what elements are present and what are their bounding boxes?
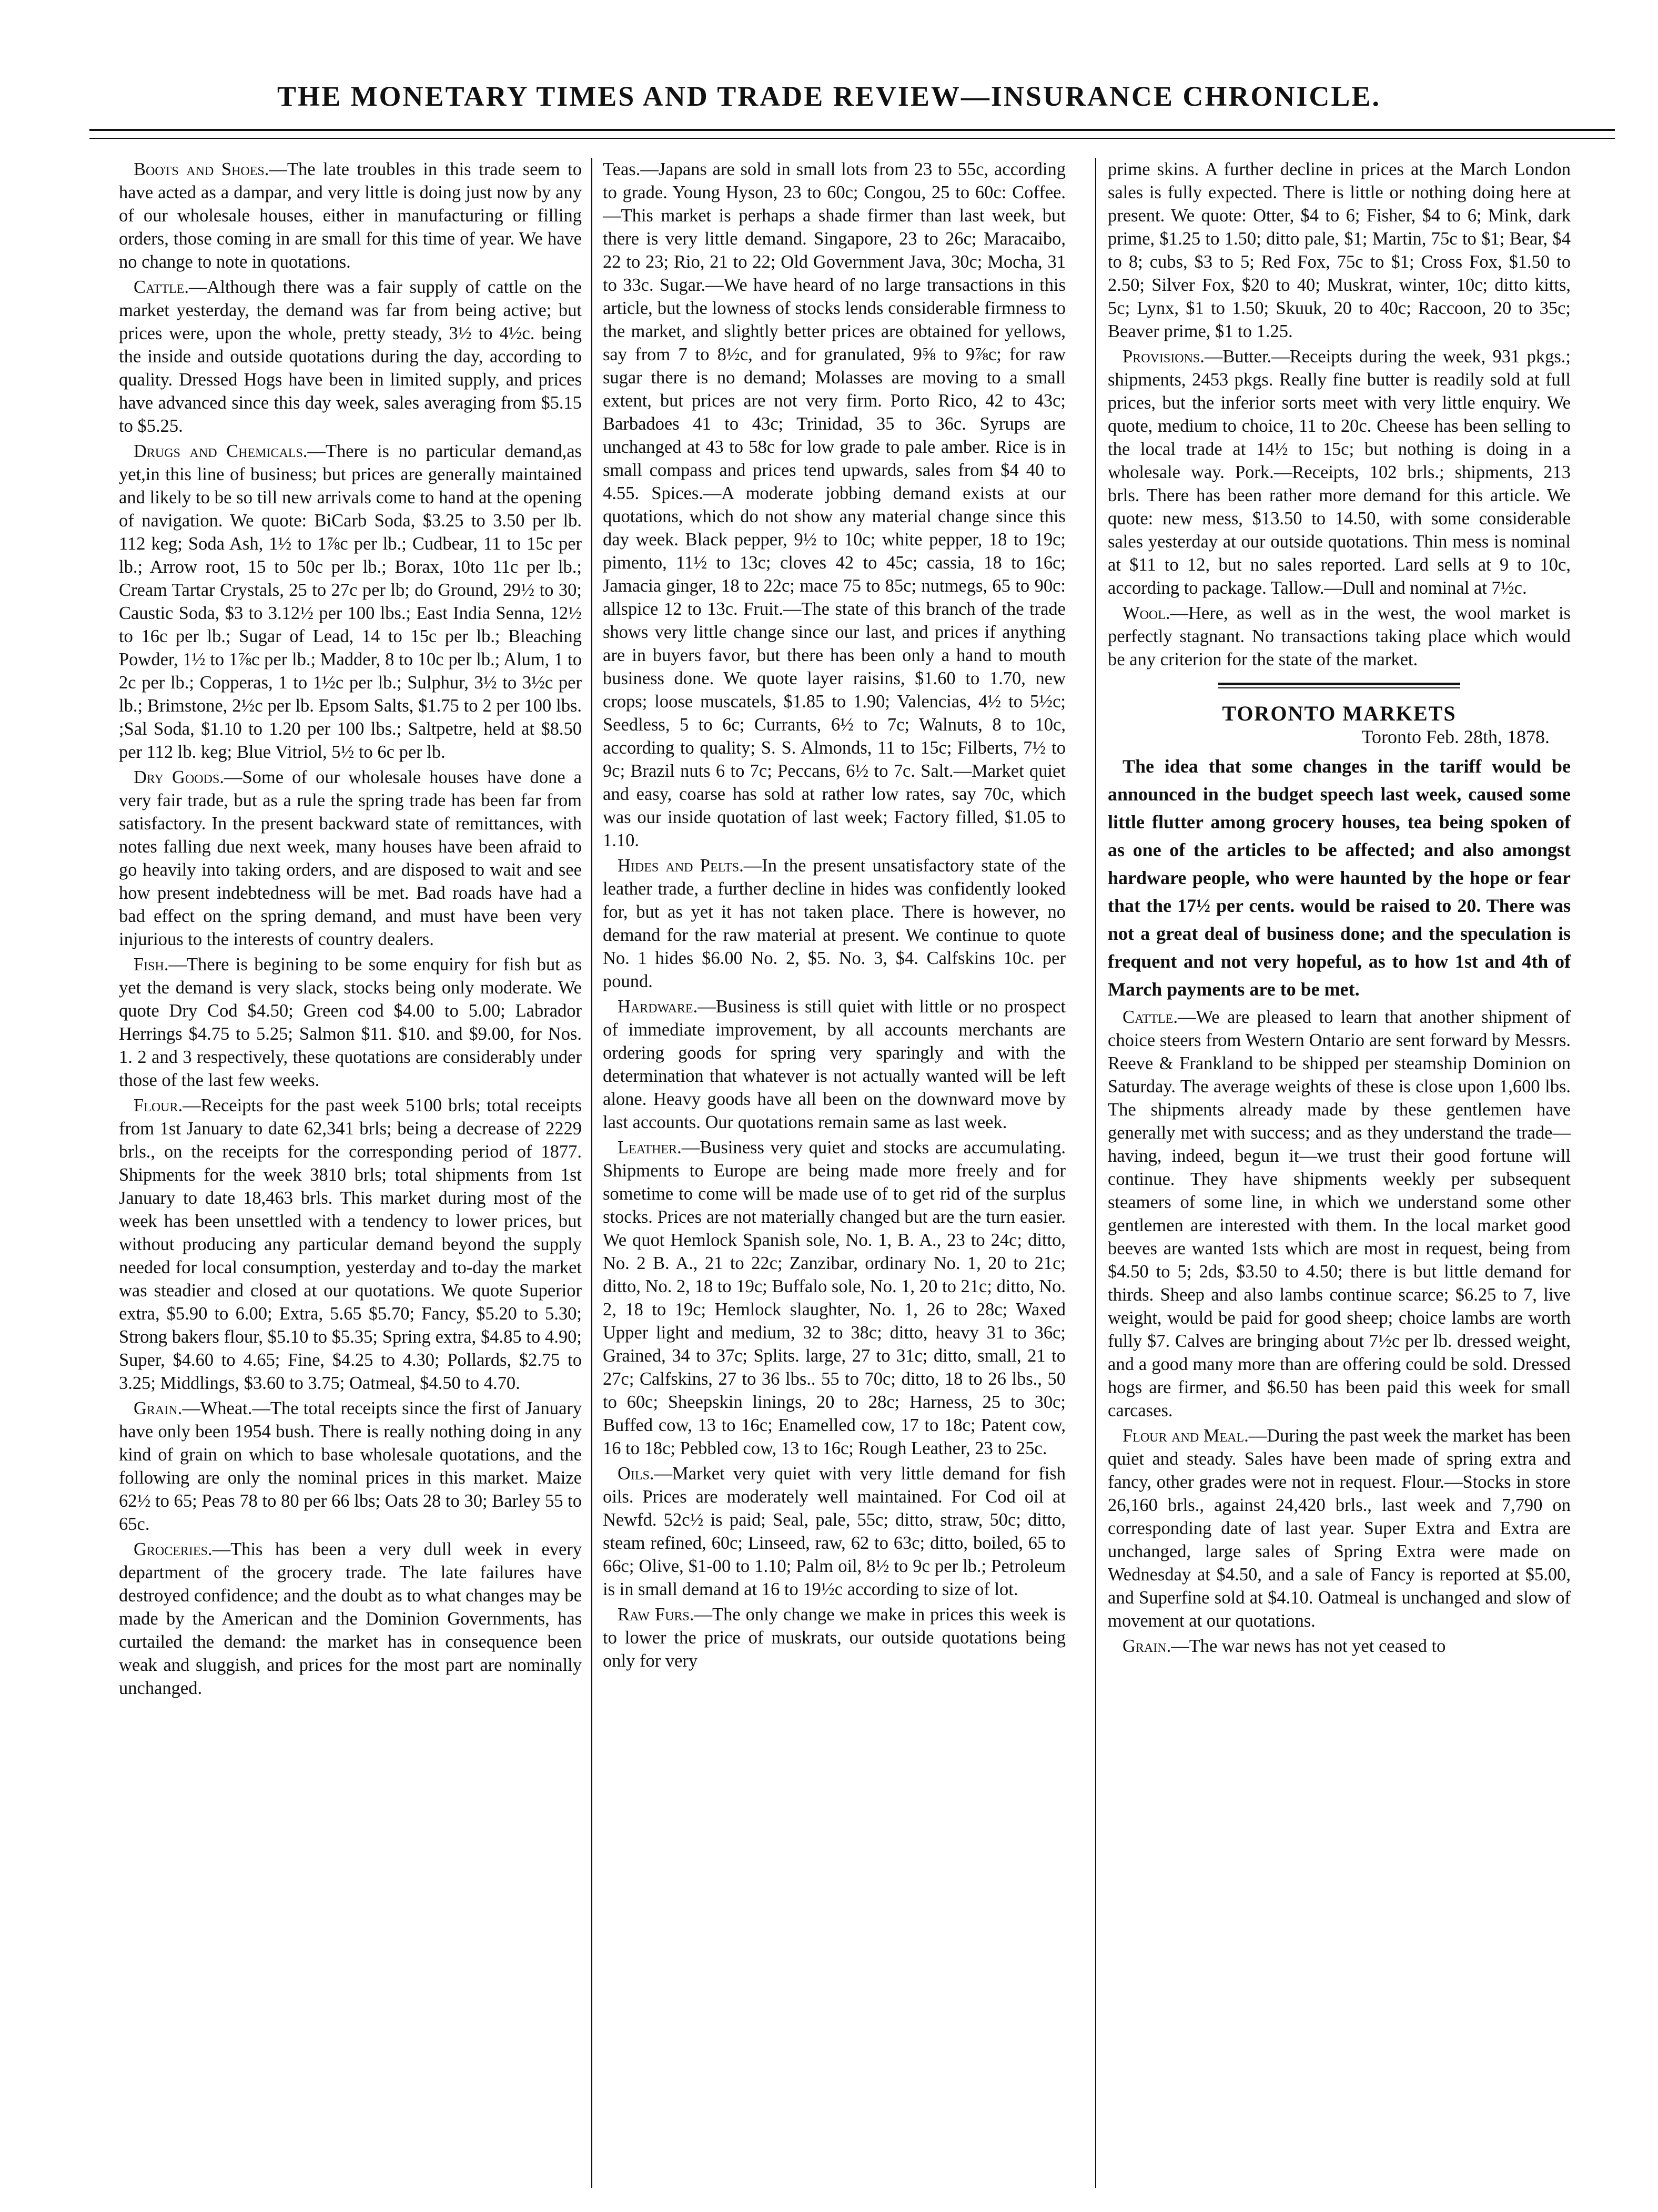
article-drugs-and-chemicals [119,440,582,764]
section-head: Cattle. [134,277,189,297]
article-text: Teas.—Japans are sold in small lots from 23 to 55c, according to grade. Young Hyson, 23 to 60c; Congou, 25 to 60c: Coffee.—This market is perhaps a shade firmer than last week, but there is very little demand. Singapore, 23 to 26c; Maracaibo, 22 to 23; Rio, 21 to 22; Old Government Java, 30c; Mocha, 31 to 33c. Sugar.—We have heard of no large transactions in this article, but the lowness of stocks lends considerable firmness to the market, and slightly better prices are obtained for yellows, say from 7 to 8½c, and for granulated, 9⅝ to 9⅞c; for raw sugar there is no demand; Molasses are moving to a small extent, but prices are not very firm. Porto Rico, 42 to 43c; Barbadoes 41 to 43c; Trinidad, 35 to 36c. Syrups are unchanged at 43 to 58c for low grade to pale amber. Rice is in small compass and prices tend upwards, sales from $4 40 to 4.55. Spices.—A moderate jobbing demand exists at our quotations, which do not show any material change since this day week. Black pepper, 9½ to 10c; white pepper, 18 to 19c; pimento, 11½ to 13c; cloves 42 to 45c; cassia, 18 to 16c; Jamacia ginger, 18 to 22c; mace 75 to 85c; nutmegs, 65 to 90c: allspice 12 to 13c. Fruit.—The state of this branch of the trade shows very little change since our last, and prices if anything are in buyers favor, but there has been only a hand to mouth business done. We quote layer raisins, $1.60 to 1.70, new crops; loose muscatels, $1.85 to 1.90; Valencias, 4½ to 5½c; Seedless, 5 to 6c; Currants, 6½ to 7c; Walnuts, 8 to 10c, according to quality; S. S. Almonds, 11 to 15c; Filberts, 7½ to 9c; Brazil nuts 6 to 7c; Peccans, 6½ to 7c. Salt.—Market quiet and easy, coarse has sold at rather low rates, say 70c, which was our inside quotation of last week; Factory filled, $1.05 to 1.10. [603,159,1066,850]
section-head: Flour. [134,1095,183,1115]
article-wool [1108,602,1571,671]
section-head: Grain. [134,1398,183,1418]
column-1 [119,158,582,2188]
section-head: Oils. [618,1464,654,1484]
article-text: —We are pleased to learn that another shipment of choice steers from Western Ontario are sent forward by Messrs. Reeve & Frankland to be shipped per steamship Dominion on Saturday. The average weights of these is close upon 1,600 lbs. The shipments already made by these gentlemen have generally met with success; and as they understand the trade—having, indeed, begun it—we trust their good fortune will continue. They have shipments weekly per subsequent steamers of some line, in which we understand some other gentlemen are interested with them. In the local market good beeves are wanted 1sts which are most in request, being from $4.50 to 5; 2ds, $3.50 to 4.50; there is but little demand for thirds. Sheep and also lambs continue scarce; $6.25 to 7, live weight, would be paid for good sheep; choice lambs are worth fully $7. Calves are bringing about 7½c per lb. dressed weight, and a good many more than are offering could be sold. Dressed hogs are firmer, and $6.50 has been paid this week for small carcases. [1108,1007,1571,1420]
column-3 [1108,158,1571,2188]
article-text: —Some of our wholesale houses have done a very fair trade, but as a rule the spring trade has been far from satisfactory. In the present backward state of remittances, with notes falling due next week, many houses have been afraid to go heavily into taking orders, and are disposed to wait and see how present indebtedness will be met. Bad roads have had a bad effect on the spring demand, and must have been very injurious to the interests of country dealers. [119,767,582,949]
dateline: Toronto Feb. 28th, 1878. [1361,726,1550,747]
article-flour-and-meal [1108,1424,1571,1632]
article-raw-furs [603,1603,1066,1672]
article-text: The idea that some changes in the tariff would be announced in the budget speech last week, caused some little flutter among grocery houses, tea being spoken of as one of the articles to be affected; and also amongst hardware people, who were haunted by the hope or fear that the 17½ per cents. would be raised to 20. There was not a great deal of business done; and the speculation is frequent and not very hopeful, as to how 1st and 4th of March payments are to be met. [1108,756,1571,1000]
article-text: —Receipts for the past week 5100 brls; total receipts from 1st January to date 62,341 brls; being a decrease of 2229 brls., on the receipts for the corresponding period of 1877. Shipments for the week 3810 brls; total shipments from 1st January to date 18,463 brls. This market during most of the week has been unsettled with a tendency to lower prices, but without producing any particular demand beyond the supply needed for local consumption, yesterday and to-day the market was steadier and closed at our quotations. We quote Superior extra, $5.90 to 6.00; Extra, 5.65 $5.70; Fancy, $5.20 to 5.30; Strong bakers flour, $5.10 to $5.35; Spring extra, $4.85 to 4.90; Super, $4.60 to 4.65; Fine, $4.25 to 4.30; Pollards, $2.75 to 3.25; Middlings, $3.60 to 3.75; Oatmeal, $4.50 to 4.70. [119,1095,582,1393]
column-divider [1095,158,1096,2188]
article-hardware [603,995,1066,1134]
section-head: Fish. [134,955,169,975]
masthead: THE MONETARY TIMES AND TRADE REVIEW—INSURANCE CHRONICLE. [277,80,1381,112]
article-cattle [119,276,582,438]
article-grain [119,1397,582,1536]
article-text: —Although there was a fair supply of cattle on the market yesterday, the demand was far from being active; but prices were, upon the whole, pretty steady, 3½ to 4½c. being the inside and outside quotations during the day, according to quality. Dressed Hogs have been in limited supply, and prices have advanced since this day week, sales averaging from $5.15 to $5.25. [119,277,582,436]
article-flour [119,1094,582,1395]
article-groceries-continued [603,158,1066,852]
article-text: —Butter.—Receipts during the week, 931 pkgs.; shipments, 2453 pkgs. Really fine butter is readily sold at full prices, but the inferior sorts meet with very little enquiry. We quote, medium to choice, 11 to 20c. Cheese has been selling to the local trade at 14½ to 15c; but nothing is doing in a wholesale way. Pork.—Receipts, 102 brls.; shipments, 213 brls. There has been rather more demand for this article. We quote: new mess, $13.50 to 14.50, with some considerable sales yesterday at our outside quotations. Thin mess is nominal at $11 to 12, but no sales reported. Lard sells at 9 to 10c, according to package. Tallow.—Dull and nominal at 7½c. [1108,347,1571,598]
section-rule [1218,683,1460,688]
article-text: —Wheat.—The total receipts since the first of January have only been 1954 bush. There is really nothing doing in any kind of grain on which to base wholesale quotations, and the following are only the nominal prices in this market. Maize 62½ to 65; Peas 78 to 80 per 66 lbs; Oats 28 to 30; Barley 55 to 65c. [119,1398,582,1534]
toronto-markets-heading: TORONTO MARKETS [1222,702,1457,725]
article-provisions [1108,345,1571,600]
article-toronto-intro [1108,753,1571,1003]
article-text: prime skins. A further decline in prices at the March London sales is fully expected. There is little or nothing doing here at present. We quote: Otter, $4 to 6; Fisher, $4 to 6; Mink, dark prime, $1.25 to 1.50; ditto pale, $1; Martin, 75c to $1; Bear, $4 to 8; cubs, $3 to 5; Red Fox, 75c to $1; Cross Fox, $1.50 to 2.50; Silver Fox, $20 to 40; Muskrat, winter, 10c; ditto kitts, 5c; Lynx, $1 to 1.50; Skuuk, 20 to 40c; Raccoon, 20 to 35c; Beaver prime, $1 to 1.25. [1108,159,1571,341]
article-hides-and-pelts [603,854,1066,993]
article-raw-furs-continued [1108,158,1571,343]
article-text: —The war news has not yet ceased to [1171,1636,1446,1656]
masthead-rule-thick [89,129,1615,131]
column-divider [591,158,592,2188]
article-groceries [119,1538,582,1700]
section-head: Raw Furs. [618,1605,694,1625]
article-boots-and-shoes [119,158,582,273]
section-head: Provisions. [1123,347,1205,367]
section-head: Groceries. [134,1539,213,1559]
article-text: —This has been a very dull week in every department of the grocery trade. The late failures have destroyed confidence; and the doubt as to what changes may be made by the American and the Dominion Governments, has curtailed the demand: the market has in consequence been weak and sluggish, and prices for the most part are nominally unchanged. [119,1539,582,1698]
section-head: Leather. [618,1138,682,1158]
article-toronto-grain [1108,1635,1571,1658]
section-head: Flour and Meal. [1123,1426,1249,1446]
article-text: —The only change we make in prices this week is to lower the price of muskrats, our outside quotations being only for very [603,1605,1066,1671]
section-head: Hides and Pelts. [618,856,744,876]
article-text: —Here, as well as in the west, the wool market is perfectly stagnant. No transactions taking place which would be any criterion for the state of the market. [1108,603,1571,669]
article-text: —The late troubles in this trade seem to have acted as a dampar, and very little is doing just now by any of our wholesale houses, either in manufacturing or filling orders, those coming in are small for this time of year. We have no change to note in quotations. [119,159,582,272]
section-head: Drugs and Chemicals. [134,441,308,461]
article-text: —During the past week the market has been quiet and steady. Sales have been made of spring extra and fancy, other grades were not in request. Flour.—Stocks in store 26,160 brls., against 24,420 brls., last week and 7,790 on corresponding date of last year. Super Extra and Extra are unchanged, large sales of Spring Extra were made on Wednesday at $4.50, and a sale of Fancy is reported at $5.00, and Superfine sold at $4.10. Oatmeal is unchanged and slow of movement at our quotations. [1108,1426,1571,1631]
article-toronto-cattle [1108,1006,1571,1422]
article-dry-goods [119,766,582,951]
section-head: Hardware. [618,997,698,1017]
section-head: Wool. [1123,603,1170,623]
article-text: —Business is still quiet with little or no prospect of immediate improvement, by all accounts merchants are ordering goods for spring very sparingly and with the determination that whatever is not actually wanted will be left alone. Heavy goods have all been on the downward move by last accounts. Our quotations remain same as last week. [603,997,1066,1132]
section-head: Cattle. [1123,1007,1178,1027]
column-2 [603,158,1066,2188]
article-oils [603,1462,1066,1601]
article-text: —Market very quiet with very little demand for fish oils. Prices are moderately well maintained. For Cod oil at Newfd. 52c½ is paid; Seal, pale, 55c; ditto, straw, 50c; ditto, steam refined, 60c; Linseed, raw, 62 to 63c; ditto, boiled, 65 to 66c; Olive, $1-00 to 1.10; Palm oil, 8½ to 9c per lb.; Petroleum is in small demand at 16 to 19½c according to size of lot. [603,1464,1066,1599]
masthead-rule-thin [89,138,1615,139]
section-head: Dry Goods. [134,767,224,787]
section-head: Grain. [1123,1636,1171,1656]
article-text: —There is no particular demand,as yet,in this line of business; but prices are generally maintained and likely to be so till new arrivals come to hand at the opening of navigation. We quote: BiCarb Soda, $3.25 to 3.50 per lb. 112 keg; Soda Ash, 1½ to 1⅞c per lb.; Cudbear, 11 to 15c per lb.; Arrow root, 15 to 50c per lb.; Borax, 10to 11c per lb.; Cream Tartar Crystals, 25 to 27c per lb; do Ground, 29½ to 30; Caustic Soda, $3 to 3.12½ per 100 lbs.; East India Senna, 12½ to 16c per lb.; Sugar of Lead, 14 to 15c per lb.; Bleaching Powder, 1½ to 1⅞c per lb.; Madder, 8 to 10c per lb.; Alum, 1 to 2c per lb.; Copperas, 1 to 1½c per lb.; Sulphur, 3½ to 3½c per lb.; Brimstone, 2½c per lb. Epsom Salts, $1.75 to 2 per 100 lbs. ;Sal Soda, $1.10 to 1.20 per 100 lbs.; Saltpetre, held at $8.50 per 112 lb. keg; Blue Vitriol, 5½ to 6c per lb. [119,441,582,762]
section-head: Boots and Shoes. [134,159,269,179]
article-text: —Business very quiet and stocks are accumulating. Shipments to Europe are being made more freely and for sometime to come will be made use of to get rid of the surplus stocks. Prices are not materially changed but are the turn easier. We quot Hemlock Spanish sole, No. 1, B. A., 23 to 24c; ditto, No. 2 B. A., 21 to 22c; Zanzibar, ordinary No. 1, 20 to 21c; ditto, No. 2, 18 to 19c; Buffalo sole, No. 1, 20 to 21c; ditto, No. 2, 18 to 19c; Hemlock slaughter, No. 1, 26 to 28c; Waxed Upper light and medium, 32 to 38c; ditto, heavy 31 to 36c; Grained, 34 to 37c; Splits. large, 27 to 31c; ditto, small, 21 to 27c; Calfskins, 27 to 36 lbs.. 55 to 70c; ditto, 18 to 26 lbs., 50 to 60c; Sheepskin linings, 20 to 28c; Harness, 25 to 30c; Buffed cow, 13 to 16c; Enamelled cow, 17 to 18c; Patent cow, 16 to 18c; Pebbled cow, 13 to 16c; Rough Leather, 23 to 25c. [603,1138,1066,1458]
article-leather [603,1136,1066,1460]
article-text: —There is begining to be some enquiry for fish but as yet the demand is very slack, stocks being only moderate. We quote Dry Cod $4.50; Green cod $4.00 to 5.00; Labrador Herrings $4.75 to 5.25; Salmon $11. $10. and $9.00, for Nos. 1. 2 and 3 respectively, these quotations are considerably under those of the last few weeks. [119,955,582,1090]
article-text: —In the present unsatisfactory state of the leather trade, a further decline in hides was confidently looked for, but as yet it has not taken place. There is however, no demand for the raw material at present. We continue to quote No. 1 hides $6.00 No. 2, $5. No. 3, $4. Calfskins 10c. per pound. [603,856,1066,991]
article-fish [119,953,582,1092]
